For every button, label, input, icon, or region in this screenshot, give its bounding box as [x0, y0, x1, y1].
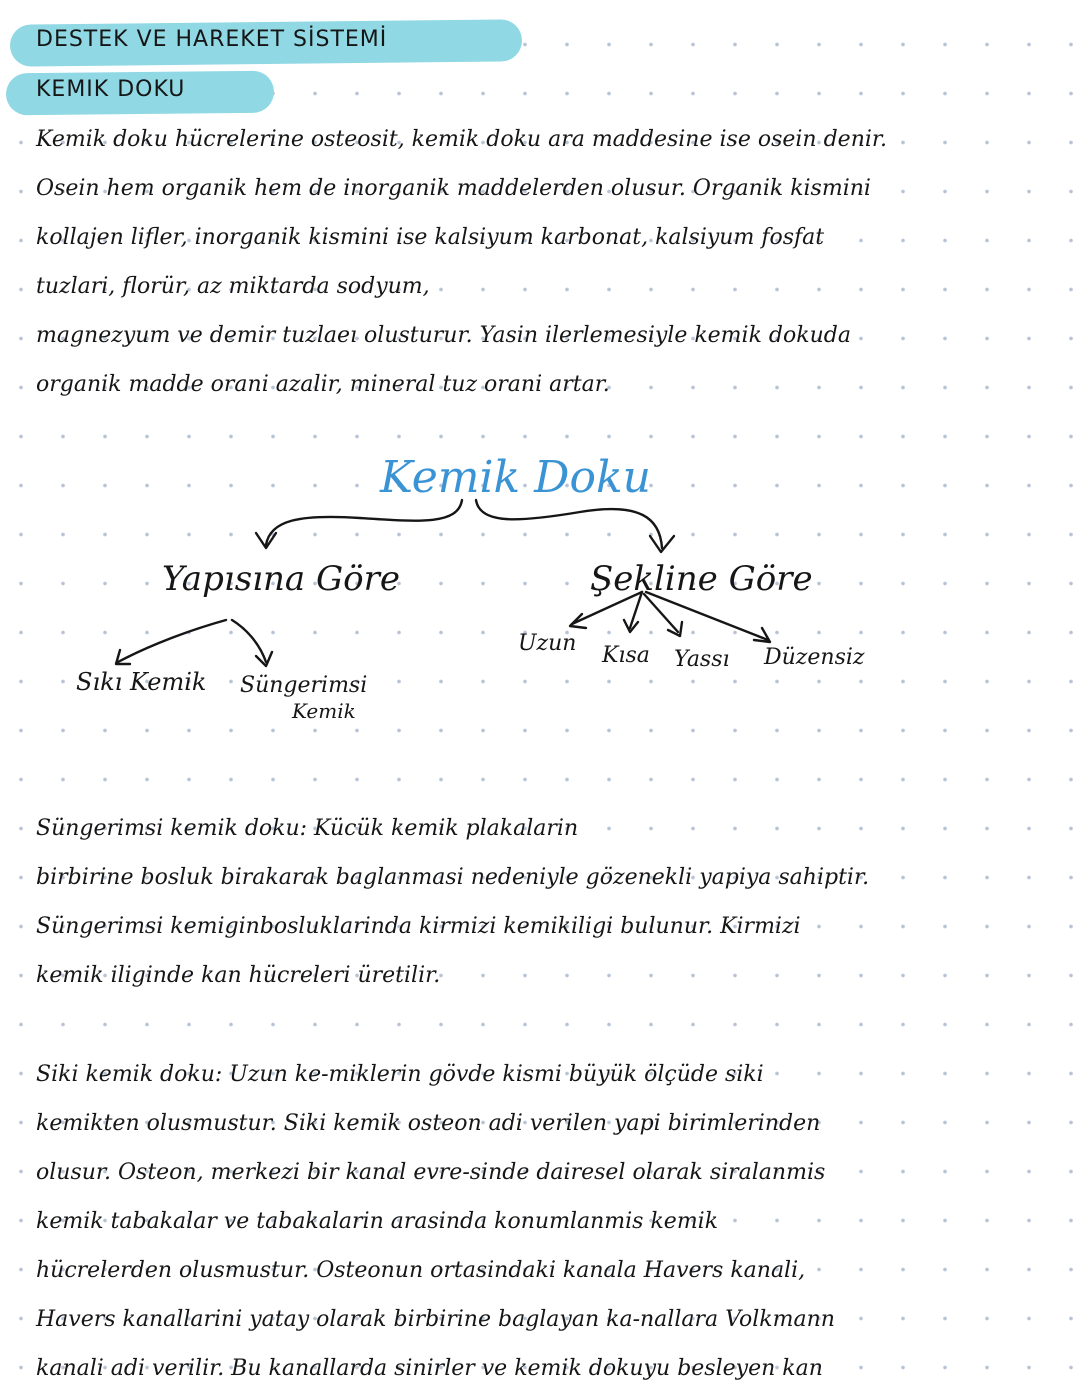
branch-sikikemik [118, 620, 226, 662]
diagram-leaf-kemik: Kemik [292, 699, 356, 723]
intro-paragraph [36, 115, 1056, 409]
diagram-leaf-uzun: Uzun [518, 631, 577, 656]
diagram-leaf-duzensiz: Düzensiz [764, 645, 865, 670]
branch-yassi [644, 594, 678, 632]
diagram-leaf-siki-kemik: Sıkı Kemik [76, 668, 207, 696]
branch-sungerimsi [232, 620, 266, 662]
page-title: DESTEK VE HAREKET SİSTEMİ [36, 27, 388, 52]
text-line: magnezyum ve demir tuzlaeı olusturur. Yasin ilerlemesiyle kemik dokuda [36, 323, 851, 348]
text-line: kemikten olusmustur. Siki kemik osteon adi verilen yapi birimlerinden [36, 1111, 821, 1136]
text-line: kollajen lifler, inorganik kismini ise kalsiyum karbonat, kalsiyum fosfat [36, 225, 825, 250]
text-line: tuzlari, florür, az miktarda sodyum, [36, 274, 430, 299]
sponge-bone-paragraph [36, 804, 1056, 1000]
text-line: Süngerimsi kemiginbosluklarinda kirmizi kemikiligi bulunur. Kirmizi [36, 914, 801, 939]
diagram-right-label: Şekline Göre [590, 559, 813, 599]
text-line: Havers kanallarini yatay olarak birbirine baglayan ka-nallara Volkmann [36, 1307, 835, 1332]
text-line: organik madde orani azalir, mineral tuz orani artar. [36, 372, 610, 397]
compact-bone-paragraph [36, 1050, 1056, 1393]
diagram-leaf-kisa: Kısa [602, 643, 650, 668]
text-line: olusur. Osteon, merkezi bir kanal evre-sinde dairesel olarak siralanmis [36, 1160, 826, 1185]
text-line: kemik tabakalar ve tabakalarin arasinda konumlanmis kemik [36, 1209, 719, 1234]
diagram-leaf-yassi: Yassı [674, 647, 730, 672]
text-line: hücrelerden olusmustur. Osteonun ortasindaki kanala Havers kanali, [36, 1258, 806, 1283]
branch-arrow-right [476, 500, 662, 548]
text-line: kemik iliginde kan hücreleri üretilir. [36, 963, 441, 988]
text-line: Osein hem organik hem de inorganik maddelerden olusur. Organik kismini [36, 176, 871, 201]
text-line: birbirine bosluk birakarak baglanmasi nedeniyle gözenekli yapiya sahiptir. [36, 865, 870, 890]
kemik-doku-diagram [0, 400, 1080, 740]
diagram-root-label: Kemik Doku [380, 452, 651, 503]
branch-arrow-left [266, 500, 462, 545]
section-title: KEMIK DOKU [36, 77, 186, 102]
text-line: Süngerimsi kemik doku: Kücük kemik plakalarin [36, 816, 579, 841]
diagram-left-label: Yapısına Göre [162, 559, 401, 599]
diagram-leaf-sungerimsi: Süngerimsi [240, 673, 368, 698]
text-line: Siki kemik doku: Uzun ke-miklerin gövde kismi büyük ölçüde siki [36, 1062, 764, 1087]
text-line: Kemik doku hücrelerine osteosit, kemik doku ara maddesine ise osein denir. [36, 127, 887, 152]
text-line: kanali adi verilir. Bu kanallarda sinirler ve kemik dokuyu besleyen kan [36, 1356, 823, 1381]
